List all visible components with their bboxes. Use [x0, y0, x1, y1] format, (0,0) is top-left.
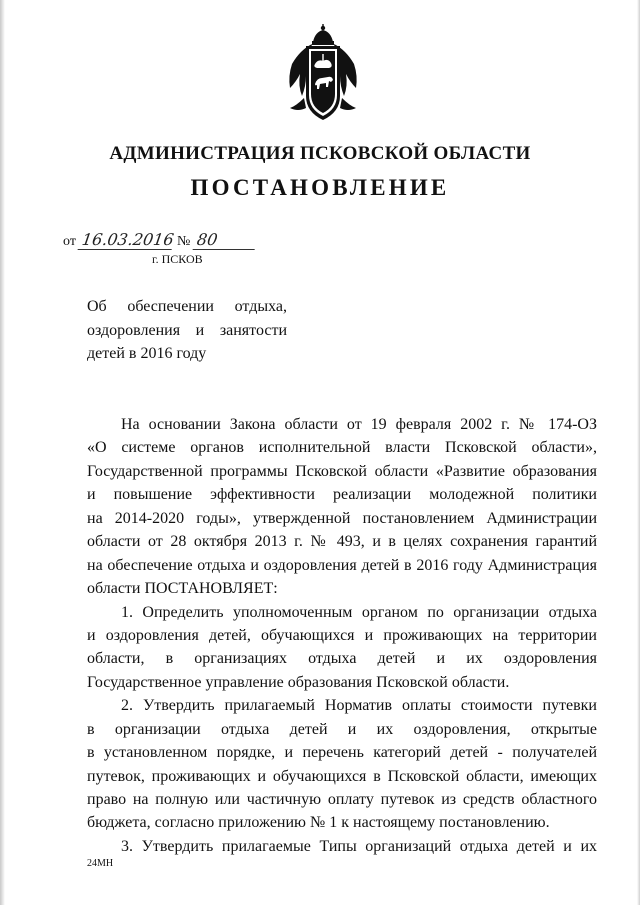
body-line: «О системе органов исполнительной власти Псковской области»,: [87, 439, 597, 457]
body-line: Государственное управление образования Псковской области.: [87, 673, 510, 691]
body-line: и повышение эффективности реализации молодежной политики: [87, 486, 597, 504]
city-label: г. ПСКОВ: [152, 252, 203, 266]
body-line: бюджета, согласно приложению № 1 к настоящему постановлению.: [87, 814, 550, 832]
handwritten-date: 16.03.2016: [78, 230, 175, 250]
subject-line: детей в 2016 году: [87, 345, 207, 362]
body-line: в организации отдыха детей и их оздоровления, открытые: [87, 720, 597, 738]
body-line: области ПОСТАНОВЛЯЕТ:: [87, 580, 278, 598]
subject-line: оздоровления и занятости: [87, 321, 287, 339]
footer-code: 24МН: [87, 858, 114, 869]
body-line: право на полную или частичную оплату путевок из средств областного: [87, 791, 597, 808]
subject-line: Об обеспечении отдыха,: [87, 298, 287, 315]
body-line: и оздоровления детей, обучающихся и проживающих на территории: [87, 626, 597, 644]
document-type-title: ПОСТАНОВЛЕНИЕ: [190, 175, 450, 200]
body-line: области, в организациях отдыха детей и их оздоровления: [87, 650, 597, 668]
body-line: 2. Утвердить прилагаемый Норматив оплаты стоимости путевки: [121, 697, 597, 715]
body-line: на 2014-2020 годы», утвержденной постановлением Администрации: [87, 509, 597, 527]
body-line: путевок, проживающих и обучающихся в Псковской области, имеющих: [87, 767, 597, 785]
body-line: 3. Утвердить прилагаемые Типы организаций отдыха детей и их: [121, 837, 597, 855]
body-line: области от 28 октября 2013 г. № 493, и в целях сохранения гарантий: [87, 533, 597, 551]
body-line: в установленном порядке, и перечень категорий детей - получателей: [87, 744, 597, 762]
organization-title: АДМИНИСТРАЦИЯ ПСКОВСКОЙ ОБЛАСТИ: [109, 143, 531, 164]
body-line: На основании Закона области от 19 февраля 2002 г. № 174-ОЗ: [121, 416, 597, 433]
date-number-line: [63, 230, 256, 250]
document-subject: [87, 295, 287, 366]
date-prefix: от: [63, 234, 76, 249]
document-body: [87, 413, 597, 858]
handwritten-number: 80: [192, 230, 257, 250]
body-line: Государственной программы Псковской области «Развитие образования: [87, 462, 597, 480]
number-sign: №: [176, 234, 191, 249]
scan-edge-left: [0, 0, 5, 905]
body-line: на обеспечение отдыха и оздоровления детей в 2016 году Администрация: [87, 556, 597, 574]
pskov-coat-of-arms-icon: [282, 24, 364, 124]
body-line: 1. Определить уполномоченным органом по организации отдыха: [121, 603, 597, 621]
